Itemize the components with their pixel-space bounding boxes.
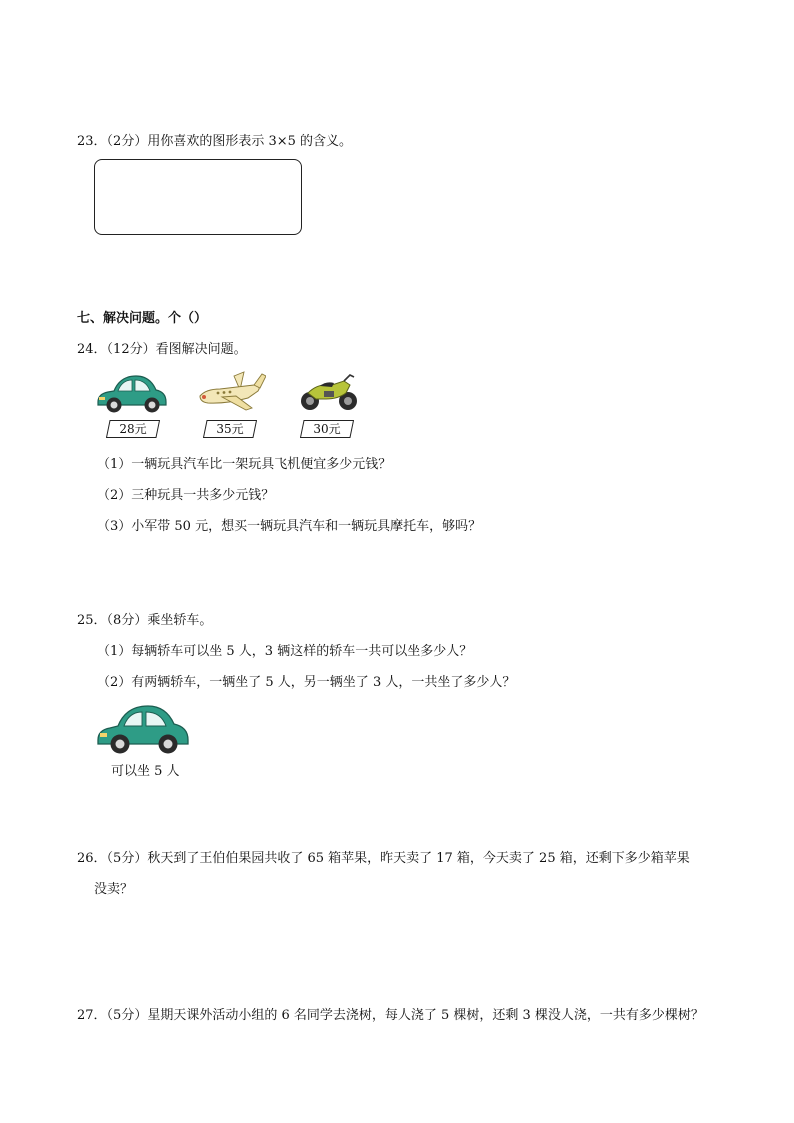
section-title: 七、解决问题。个（）: [77, 311, 208, 326]
car-caption: 可以坐 5 人: [111, 764, 180, 779]
question-27: 27．（5分）星期天课外活动小组的 6 名同学去浇树，每人浇了 5 棵树，还剩 3 棵没人浇，一共有多少棵树？: [77, 1008, 704, 1023]
question-26-line-2: 没卖？: [94, 882, 134, 897]
question-25: 25．（8分）乘坐轿车。: [77, 613, 213, 628]
question-24: 24．（12分）看图解决问题。: [77, 342, 247, 357]
question-26-line-1: 26．（5分）秋天到了王伯伯果园共收了 65 箱苹果，昨天卖了 17 箱，今天卖了 25 箱，还剩下多少箱苹果: [77, 851, 690, 866]
price-motorcycle: 30元: [313, 422, 341, 436]
price-tag-airplane: [203, 420, 257, 438]
toy-airplane-image: [196, 370, 266, 416]
question-25-part-2: （2）有两辆轿车，一辆坐了 5 人，另一辆坐了 3 人，一共坐了多少人？: [97, 675, 516, 690]
question-25-part-1: （1）每辆轿车可以坐 5 人，3 辆这样的轿车一共可以坐多少人？: [97, 644, 473, 659]
question-23: 23．（2分）用你喜欢的图形表示 3×5 的含义。: [77, 134, 353, 149]
question-24-part-2: （2）三种玩具一共多少元钱？: [97, 488, 275, 503]
price-airplane: 35元: [216, 422, 244, 436]
price-tag-motorcycle: [300, 420, 354, 438]
toy-motorcycle-image: [298, 373, 360, 417]
question-24-part-1: （1）一辆玩具汽车比一架玩具飞机便宜多少元钱？: [97, 457, 392, 472]
answer-box[interactable]: [94, 159, 302, 235]
price-tag-car: [106, 420, 160, 438]
question-24-part-3: （3）小军带 50 元，想买一辆玩具汽车和一辆玩具摩托车，够吗？: [97, 519, 482, 534]
toy-car-image: [94, 372, 170, 418]
sedan-car-image: [94, 702, 192, 760]
price-car: 28元: [119, 422, 147, 436]
